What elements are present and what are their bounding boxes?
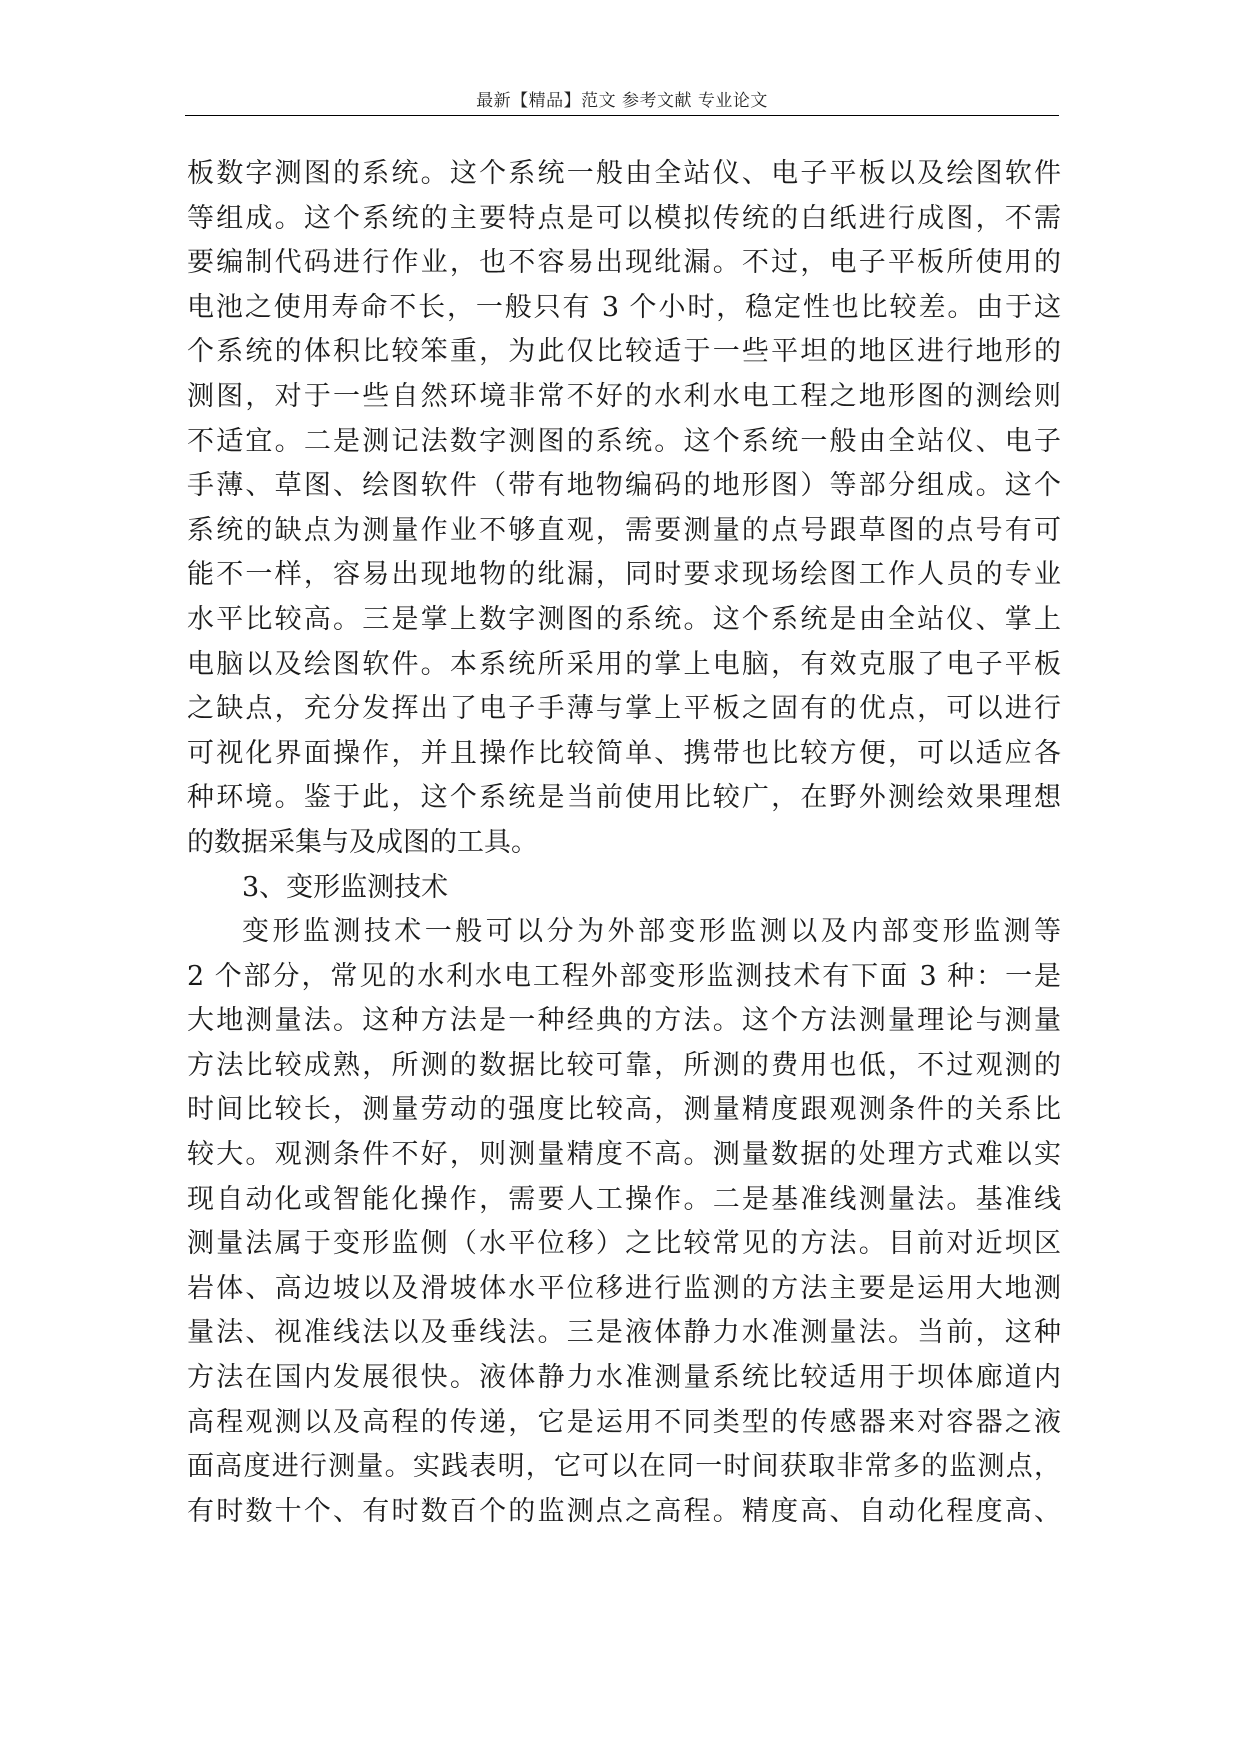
paragraph-line: 个系统的体积比较笨重，为此仅比较适于一些平坦的地区进行地形的 (187, 336, 1061, 368)
header-divider (185, 115, 1059, 116)
paragraph-line: 2 个部分，常见的水利水电工程外部变形监测技术有下面 3 种：一是 (187, 960, 1061, 992)
paragraph-line: 时间比较长，测量劳动的强度比较高，测量精度跟观测条件的关系比 (187, 1094, 1061, 1126)
paragraph-line: 方法在国内发展很快。液体静力水准测量系统比较适用于坝体廊道内 (187, 1362, 1061, 1394)
paragraph-line: 高程观测以及高程的传递，它是运用不同类型的传感器来对容器之液 (187, 1406, 1061, 1438)
paragraph-line: 大地测量法。这种方法是一种经典的方法。这个方法测量理论与测量 (187, 1005, 1061, 1037)
paragraph-line: 有时数十个、有时数百个的监测点之高程。精度高、自动化程度高、 (187, 1495, 1061, 1527)
paragraph-line: 板数字测图的系统。这个系统一般由全站仪、电子平板以及绘图软件 (187, 158, 1061, 189)
paragraph-line: 不适宜。二是测记法数字测图的系统。这个系统一般由全站仪、电子 (187, 425, 1061, 457)
paragraph-line: 之缺点，充分发挥出了电子手薄与掌上平板之固有的优点，可以进行 (187, 693, 1061, 725)
paragraph-line: 电脑以及绘图软件。本系统所采用的掌上电脑，有效克服了电子平板 (187, 648, 1061, 680)
paragraph-line: 种环境。鉴于此，这个系统是当前使用比较广，在野外测绘效果理想 (187, 782, 1061, 814)
paragraph-line: 较大。观测条件不好，则测量精度不高。测量数据的处理方式难以实 (187, 1139, 1061, 1171)
paragraph-line: 面高度进行测量。实践表明，它可以在同一时间获取非常多的监测点， (187, 1451, 1061, 1483)
paragraph-line: 方法比较成熟，所测的数据比较可靠，所测的费用也低，不过观测的 (187, 1049, 1061, 1081)
paragraph-line: 等组成。这个系统的主要特点是可以模拟传统的白纸进行成图，不需 (187, 202, 1061, 234)
paragraph-line: 能不一样，容易出现地物的纰漏，同时要求现场绘图工作人员的专业 (187, 559, 1061, 591)
paragraph-line: 手薄、草图、绘图软件（带有地物编码的地形图）等部分组成。这个 (187, 470, 1061, 502)
paragraph-line: 量法、视准线法以及垂线法。三是液体静力水准测量法。当前，这种 (187, 1317, 1061, 1349)
document-body (187, 152, 1061, 1534)
paragraph-line: 水平比较高。三是掌上数字测图的系统。这个系统是由全站仪、掌上 (187, 603, 1061, 635)
paragraph-line: 系统的缺点为测量作业不够直观，需要测量的点号跟草图的点号有可 (187, 514, 1061, 546)
paragraph-line: 要编制代码进行作业，也不容易出现纰漏。不过，电子平板所使用的 (187, 247, 1061, 279)
paragraph-line: 的数据采集与及成图的工具。 (187, 826, 538, 858)
page-header: 最新【精品】范文 参考文献 专业论文 (476, 91, 768, 111)
paragraph-line: 可视化界面操作，并且操作比较简单、携带也比较方便，可以适应各 (187, 737, 1061, 769)
paragraph-line: 变形监测技术一般可以分为外部变形监测以及内部变形监测等 (242, 916, 1061, 948)
section-heading: 3、变形监测技术 (242, 871, 449, 903)
paragraph-line: 现自动化或智能化操作，需要人工操作。二是基准线测量法。基准线 (187, 1183, 1061, 1215)
paragraph-line: 测图，对于一些自然环境非常不好的水利水电工程之地形图的测绘则 (187, 380, 1061, 412)
paragraph-line: 测量法属于变形监侧（水平位移）之比较常见的方法。目前对近坝区 (187, 1228, 1061, 1260)
paragraph-line: 电池之使用寿命不长，一般只有 3 个小时，稳定性也比较差。由于这 (187, 291, 1061, 323)
paragraph-line: 岩体、高边坡以及滑坡体水平位移进行监测的方法主要是运用大地测 (187, 1272, 1061, 1304)
